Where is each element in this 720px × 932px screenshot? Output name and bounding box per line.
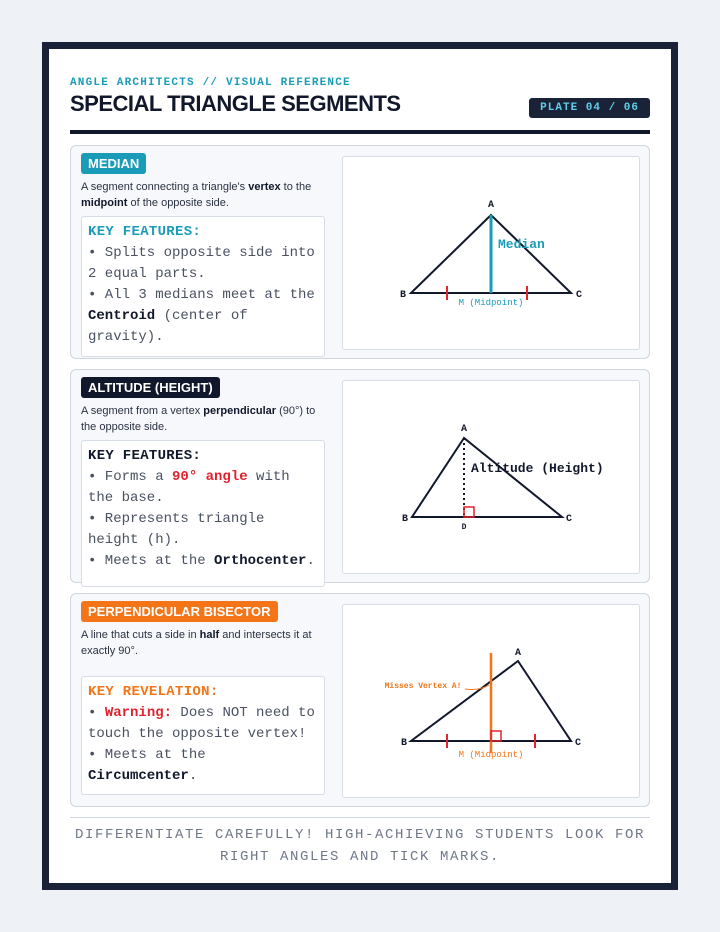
bisector-card xyxy=(70,593,650,807)
poster-frame xyxy=(42,42,678,890)
bisector-vertex-b: B xyxy=(400,738,408,749)
altitude-vertex-a: A xyxy=(460,424,468,435)
altitude-vertex-b: B xyxy=(401,514,409,525)
bisector-features-box xyxy=(81,676,325,795)
bisector-vertex-c: C xyxy=(574,738,582,749)
altitude-feature-2: • Represents triangle height (h). xyxy=(88,511,265,548)
altitude-features-heading: KEY FEATURES: xyxy=(88,448,202,464)
footer-line-1: DIFFERENTIATE CAREFULLY! HIGH-ACHIEVING STUDENTS LOOK FOR xyxy=(74,827,646,843)
median-feature-1: • Splits opposite side into 2 equal parts. xyxy=(88,245,315,282)
median-segment-label: Median xyxy=(498,237,545,252)
altitude-features-box xyxy=(81,440,325,587)
median-vertex-b: B xyxy=(399,290,407,301)
median-diagram xyxy=(342,156,640,350)
altitude-tag: ALTITUDE (HEIGHT) xyxy=(81,377,220,398)
footer-note xyxy=(70,824,650,868)
bisector-diagram xyxy=(342,604,640,798)
bisector-callout-label: Misses Vertex A! xyxy=(384,682,462,691)
median-feature-2: • All 3 medians meet at the Centroid (center of gravity). xyxy=(88,287,315,345)
altitude-vertex-c: C xyxy=(565,514,573,525)
bisector-description: A line that cuts a side in half and intersects it at exactly 90°. xyxy=(81,629,312,657)
bisector-features-heading: KEY REVELATION: xyxy=(88,684,219,700)
bisector-feature-2: • Meets at the Circumcenter. xyxy=(88,747,206,784)
median-features-heading: KEY FEATURES: xyxy=(88,224,202,240)
poster-paper xyxy=(49,49,671,883)
header-divider xyxy=(70,130,650,134)
median-features-box xyxy=(81,216,325,357)
bisector-right-angle-marker xyxy=(491,731,501,741)
bisector-midpoint-label: M (Midpoint) xyxy=(458,750,524,760)
altitude-feature-3: • Meets at the Orthocenter. xyxy=(88,553,315,569)
median-card xyxy=(70,145,650,359)
page-title: SPECIAL TRIANGLE SEGMENTS xyxy=(70,91,401,116)
median-tag: MEDIAN xyxy=(81,153,146,174)
bisector-tag: PERPENDICULAR BISECTOR xyxy=(81,601,278,622)
altitude-foot-d: D xyxy=(461,523,467,532)
median-description: A segment connecting a triangle's vertex to the midpoint of the opposite side. xyxy=(81,181,312,209)
median-vertex-c: C xyxy=(575,290,583,301)
altitude-diagram xyxy=(342,380,640,574)
footer-line-2: RIGHT ANGLES AND TICK MARKS. xyxy=(219,849,501,865)
altitude-segment-label: Altitude (Height) xyxy=(471,461,604,476)
altitude-description: A segment from a vertex perpendicular (90°) to the opposite side. xyxy=(81,405,316,433)
footer-divider xyxy=(70,817,650,818)
median-vertex-a: A xyxy=(487,200,495,211)
bisector-vertex-a: A xyxy=(514,648,522,659)
altitude-right-angle-marker xyxy=(464,507,474,517)
altitude-triangle xyxy=(412,438,562,517)
plate-badge: PLATE 04 / 06 xyxy=(529,98,650,118)
eyebrow-label: ANGLE ARCHITECTS // VISUAL REFERENCE xyxy=(70,77,351,89)
altitude-card xyxy=(70,369,650,583)
bisector-feature-1: • Warning: Does NOT need to touch the opposite vertex! xyxy=(88,705,315,742)
altitude-feature-1: • Forms a 90° angle with the base. xyxy=(88,469,290,506)
median-midpoint-label: M (Midpoint) xyxy=(458,298,524,308)
